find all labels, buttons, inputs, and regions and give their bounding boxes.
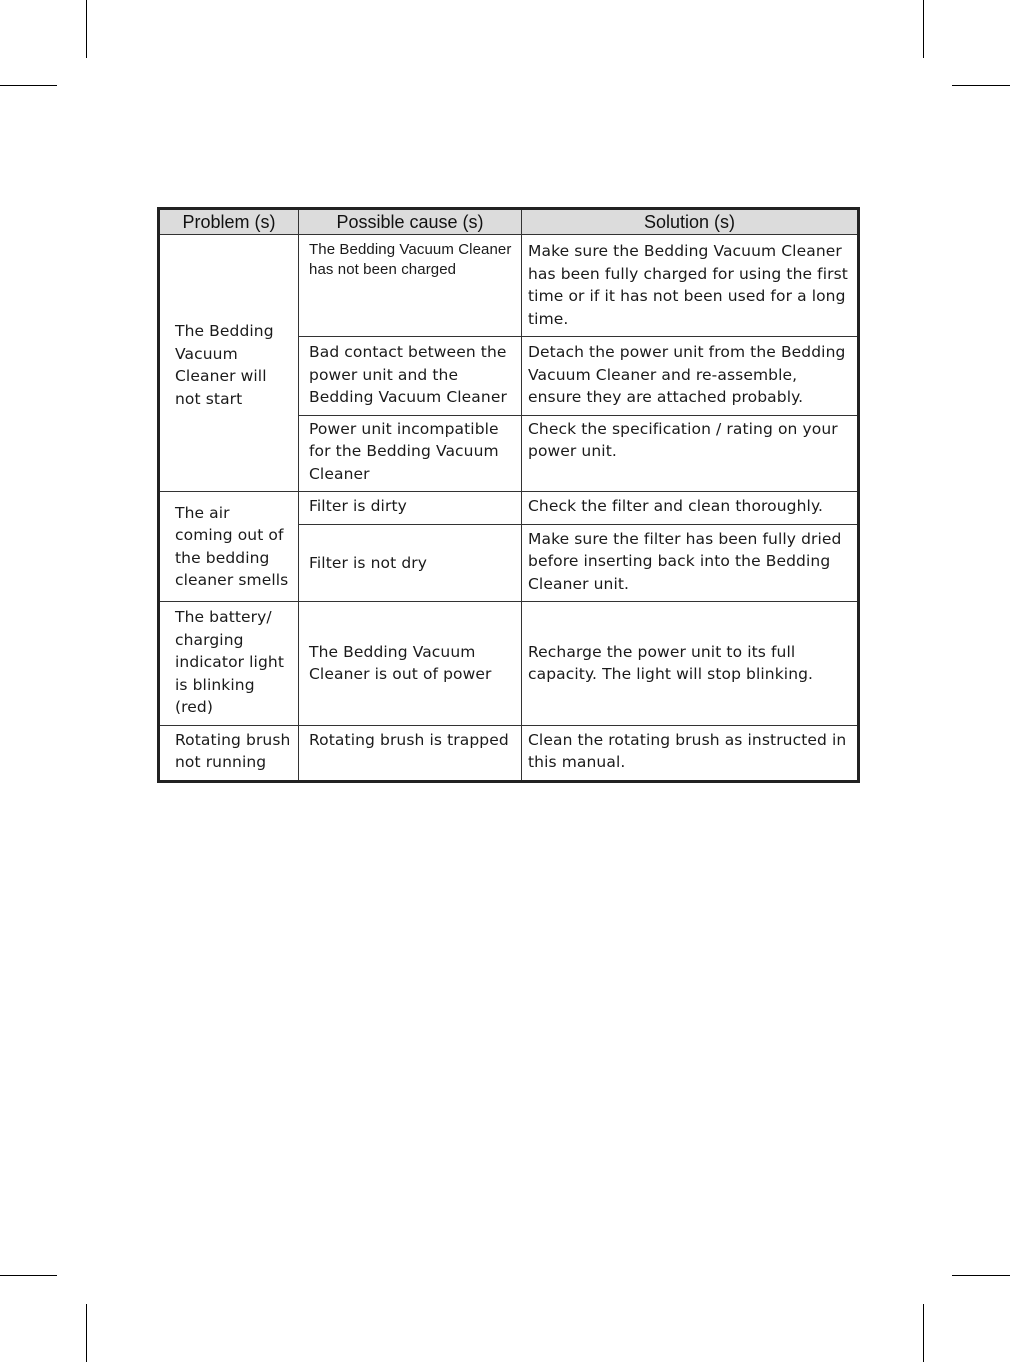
crop-mark-top-left-horizontal (0, 85, 57, 86)
solution-cell: Check the filter and clean thoroughly. (522, 492, 859, 525)
problem-cell: The battery/ charging indicator light is blinking (red) (159, 602, 299, 726)
header-solution: Solution (s) (522, 209, 859, 235)
cause-cell: Bad contact between the power unit and the Bedding Vacuum Cleaner (299, 337, 522, 416)
crop-mark-bottom-right-vertical (923, 1304, 924, 1362)
solution-cell: Detach the power unit from the Bedding Vacuum Cleaner and re-assemble, ensure they are attached probably. (522, 337, 859, 416)
header-problem: Problem (s) (159, 209, 299, 235)
crop-mark-bottom-left-horizontal (0, 1275, 57, 1276)
crop-mark-bottom-right-horizontal (952, 1275, 1010, 1276)
crop-mark-top-right-horizontal (952, 85, 1010, 86)
table-row (159, 602, 859, 726)
solution-cell: Check the specification / rating on your power unit. (522, 415, 859, 492)
table-row (159, 235, 859, 337)
problem-cell: The Bedding Vacuum Cleaner will not start (159, 235, 299, 492)
table-row (159, 492, 859, 525)
solution-cell: Recharge the power unit to its full capacity. The light will stop blinking. (522, 602, 859, 726)
solution-cell: Make sure the Bedding Vacuum Cleaner has been fully charged for using the first time or if it has not been used for a long time. (522, 235, 859, 337)
troubleshooting-table (157, 207, 860, 783)
cause-cell: Power unit incompatible for the Bedding Vacuum Cleaner (299, 415, 522, 492)
crop-mark-bottom-left-vertical (86, 1304, 87, 1362)
problem-cell: Rotating brush not running (159, 725, 299, 781)
cause-cell: Filter is dirty (299, 492, 522, 525)
cause-cell: Filter is not dry (299, 524, 522, 602)
table-row (159, 725, 859, 781)
crop-mark-top-left-vertical (86, 0, 87, 58)
cause-cell: The Bedding Vacuum Cleaner has not been charged (299, 235, 522, 337)
header-possible-cause: Possible cause (s) (299, 209, 522, 235)
table-header-row (159, 209, 859, 235)
cause-cell: Rotating brush is trapped (299, 725, 522, 781)
problem-cell: The air coming out of the bedding cleaner smells (159, 492, 299, 602)
crop-mark-top-right-vertical (923, 0, 924, 58)
solution-cell: Clean the rotating brush as instructed in this manual. (522, 725, 859, 781)
solution-cell: Make sure the filter has been fully dried before inserting back into the Bedding Cleaner unit. (522, 524, 859, 602)
cause-cell: The Bedding Vacuum Cleaner is out of power (299, 602, 522, 726)
